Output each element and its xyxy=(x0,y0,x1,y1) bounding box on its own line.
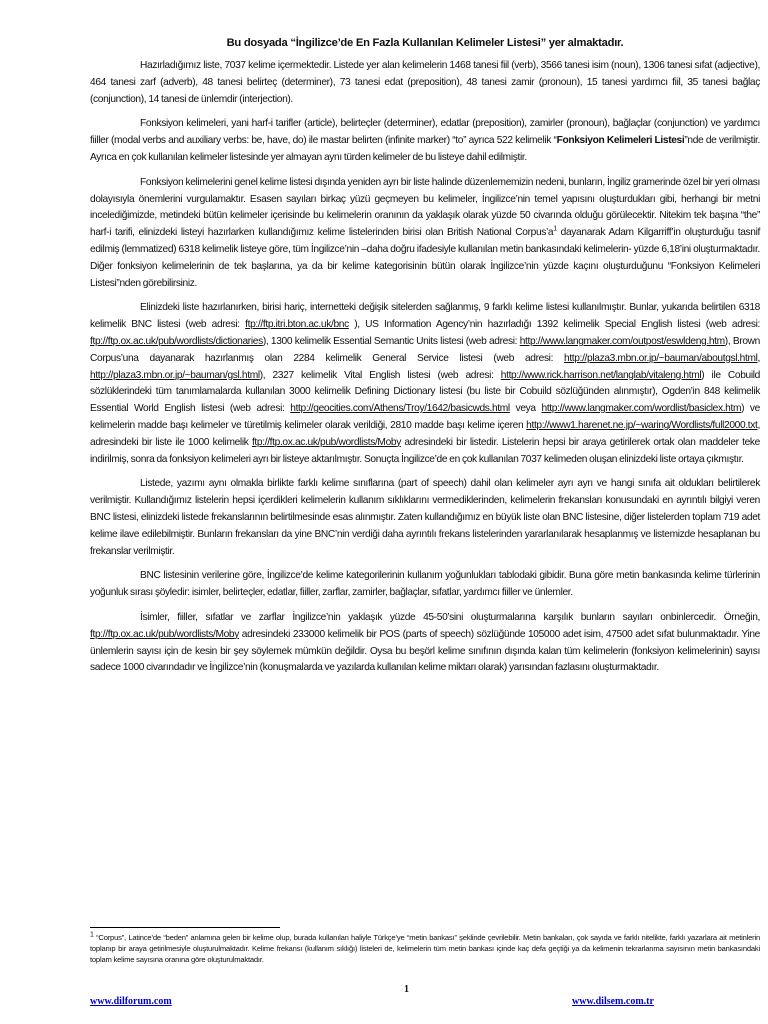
link-bnc[interactable]: ftp://ftp.itri.bton.ac.uk/bnc xyxy=(245,319,349,331)
page-number: 1 xyxy=(404,984,409,995)
footnote-marker[interactable]: 1 xyxy=(553,225,557,233)
paragraph-text: Fonksiyon kelimelerini genel kelime listesi dışında yeniden ayrı bir liste halinde düzenlememizin nedeni, bunların, İngiliz gramerinde özel bir yeri olması dolayısıyla önemlerini vurgulamaktır. Esasen sayıları birkaç yüzü geçmeyen bu kelimeler, İngilizce’nin temel yapısını oluşturdukları gibi, herhangi bir metni incelediğimizde, metindeki bütün kelimeler içerisinde bu kelimelerin oranının da yaklaşık olarak yüzde 50 civarında olduğu görülecektir. Nitekim tek başına “the” harf-i tarifi, elinizdeki listeyi hazırlarken kullandığımız kelime listelerinden birisi olan British National Corpus’a xyxy=(90,176,760,239)
link-full2000[interactable]: http://www1.harenet.ne.jp/~waring/Wordlists/full2000.txt xyxy=(526,419,758,431)
paragraph-text: ) ve kelimelerin madde başı kelimeler ve türetilmiş kelimeler olarak verildiği, 2810 madde başı kelime içeren xyxy=(90,403,760,431)
link-special-english[interactable]: ftp://ftp.ox.ac.uk/pub/wordlists/dictionaries xyxy=(90,335,263,347)
paragraph-function-words-reason xyxy=(90,175,760,293)
paragraph-text: Fonksiyon kelimeleri, yani harf-i tarifler (article), belirteçler (determiner), edatlar (preposition), zamirler (pronoun), bağlaçlar (conjunction) ve yardımcı fiiller (modal verbs and auxiliary verbs: be, have, do) ile mastar belirten (infinite marker) “to” ayrıca 522 kelimelik “ xyxy=(90,118,760,147)
paragraph-text: , xyxy=(757,352,760,364)
paragraph-content-words xyxy=(90,610,760,677)
footnote xyxy=(90,933,760,965)
paragraph-text: ”nde de verilmiştir. Ayrıca en çok kullanılan kelimeler listesinde yer almayan aynı türden kelimeler de bu listeye dahil edilmiştir. xyxy=(90,135,761,163)
link-basicwds[interactable]: http://geocities.com/Athens/Troy/1642/basicwds.html xyxy=(290,403,510,415)
paragraph-text: ), US Information Agency’nin hazırladığı 1392 kelimelik Special English listesi (web adresi: xyxy=(348,319,761,331)
paragraph-parts-of-speech xyxy=(90,476,760,560)
paragraph-word-counts xyxy=(90,58,760,108)
paragraph-text: ), 1300 kelimelik Essential Semantic Units listesi (web adresi: xyxy=(262,335,520,347)
paragraph-text: , adresindeki bir liste ile 1000 kelimelik xyxy=(90,419,760,448)
paragraph-text: İsimler, fiiller, sıfatlar ve zarflar İngilizce’nin yaklaşık yüzde 45-50’sini oluşturmalarına karşılık bunların sayıları onbinlercedir. Örneğin, xyxy=(140,611,760,623)
link-essential-semantic-units[interactable]: http://www.langmaker.com/outpost/eswldeng.htm xyxy=(519,335,725,347)
paragraph-text: Listede, yazımı aynı olmakla birlikte farklı kelime sınıflarına (part of speech) dahil olan kelimeler ayrı ayrı ve hangi sınıfa ait oldukları belirtilerek verilmiştir. Kullandığımız listelerin hepsi içerdikleri kelimelerin kullanım sıklıklarını vermediklerinden, kelimelerin frekansları konusundaki en ayrıntılı bilgiyi veren BNC listesi, elinizdeki listede frekanslarının belirtilmesinde esas alınmıştır. Zaten kullandığımız en büyük liste olan BNC listesine, diğer listelerden toplam 719 adet kelime ilave edilebilmiştir. Bunların frekansları da yine BNC’nin verdiği daha ayrıntılı frekans listelerinden yararlanılarak hesaplanmış ve listemizde hesaplanan bu frekanslar verilmiştir. xyxy=(90,478,760,557)
link-vital-english[interactable]: http://www.rick.harrison.net/langlab/vitaleng.html xyxy=(500,369,702,381)
document-body xyxy=(90,36,760,685)
paragraph-text: veya xyxy=(509,403,542,415)
paragraph-text: adresindeki 233000 kelimelik bir POS (parts of speech) sözlüğünde 105000 adet isim, 47500 adet sıfat bulunmaktadır. Yine ünlemlerin sayısı için de kesin bir şey söylemek mümkün değildir. Oysa bu beşörl kelime sınıfının dışında kalan tüm kelimelerin (fonksiyon kelimelerinin) sayısı sadece 1000 civarındadır ve İngilizce’nin (konuşmalarda ve yazılarda kullanılan kelime miktarı olarak) yarısından fazlasını oluşturmaktadır. xyxy=(90,628,760,674)
paragraph-text: Hazırladığımız liste, 7037 kelime içermektedir. Listede yer alan kelimelerin 1468 tanesi fiil (verb), 3566 tanesi isim (noun), 1306 tanesi sıfat (adjective), 464 tanesi zarf (adverb), 48 tanesi belirteç (determiner), 73 tanesi edat (preposition), 48 tanesi zamir (pronoun), 15 tanesi yardımcı fiil, 35 tanesi bağlaç (conjunction), 14 tanesi de ünlemdir (interjection). xyxy=(90,60,760,105)
footnote-divider xyxy=(90,927,280,928)
paragraph-text: dayanarak Adam Kilgarriff’in oluşturduğu tasnif edilmiş (lemmatized) 6318 kelimelik listeye göre, tüm İngilizce’nin –daha doğru ifadesiyle kullanılan metin bankasındaki kelimelerin- yüzde 6,18’ini oluşturmaktadır. Diğer fonksiyon kelimelerinin de tek başlarına, ya da bir kelime kategorisinin bütün olarak İngilizce’nin yüzde kaçını oluşturduğunu “Fonksiyon Kelimeleri Listesi”nden görebilirsiniz. xyxy=(90,227,760,289)
footer-link-dilsem[interactable]: www.dilsem.com.tr xyxy=(572,996,654,1007)
paragraph-text: BNC listesinin verilerine göre, İngilizce’de kelime kategorilerinin kullanım yoğunlukları tablodaki gibidir. Buna göre metin bankasında kelime türlerinin yoğunluk sırası şöyledir: isimler, belirteçler, edatlar, fiiller, zarflar, zamirler, bağlaçlar, sıfatlar, yardımcı fiiller ve ünlemler. xyxy=(90,570,760,599)
paragraph-text: ), Brown Corpus’una dayanarak hazırlanmış olan 2284 kelimelik General Service listesi (web adresi: xyxy=(90,335,760,364)
footer-link-dilforum[interactable]: www.dilforum.com xyxy=(90,996,172,1007)
footnote-number: 1 xyxy=(90,931,94,939)
paragraph-bnc-categories xyxy=(90,568,760,602)
paragraph-text: ) ile Cobuild sözlüklerindeki tüm tanımlamalarda kullanılan 3000 kelimelik Defining Dictionary listesi (bu liste bir Cobuild sözlüğünden alınmıştır), Ogden’in 848 kelimelik Essential World English listesi (web adresi: xyxy=(90,369,760,415)
paragraph-text: Elinizdeki liste hazırlanırken, birisi hariç, internetteki değişik sitelerden sağlanmış, 9 farklı kelime listesi kullanılmıştır. Bunlar, yukarıda belirtilen 6318 kelimelik BNC listesi (web adresi: xyxy=(90,302,760,331)
paragraph-text: ), 2327 kelimelik Vital English listesi (web adresi: xyxy=(259,369,501,381)
paragraph-function-words xyxy=(90,116,760,166)
link-moby[interactable]: ftp://ftp.ox.ac.uk/pub/wordlists/Moby xyxy=(251,436,401,448)
link-moby-pos[interactable]: ftp://ftp.ox.ac.uk/pub/wordlists/Moby xyxy=(90,628,239,640)
link-gsl[interactable]: http://plaza3.mbn.or.jp/~bauman/gsl.html xyxy=(90,369,260,381)
document-title: Bu dosyada “İngilizce’de En Fazla Kullanılan Kelimeler Listesi” yer almaktadır. xyxy=(226,37,624,49)
link-basiclex[interactable]: http://www.langmaker.com/wordlist/basiclex.htm xyxy=(541,403,742,415)
link-about-gsl[interactable]: http://plaza3.mbn.or.jp/~bauman/aboutgsl.html xyxy=(564,352,758,364)
function-words-list-name: Fonksiyon Kelimeleri Listesi xyxy=(556,135,685,147)
paragraph-text: adresindeki bir listedir. Listelerin hepsi bir araya getirilerek ortak olan maddeler teke indirilmiş, sonra da fonksiyon kelimeleri ayrı bir listeye aktarılmıştır. Sonuçta İngilizce’de en çok kullanılan 7037 kelimeden oluşan elinizdeki liste ortaya çıkmıştır. xyxy=(90,436,760,465)
footnote-text: “Corpus”, Latince’de “beden” anlamına gelen bir kelime olup, burada kullanılan haliyle Türkçe’ye “metin bankası” şeklinde çevrilebilir. Metin bankaları, çok sayıda ve farklı nitelikte, farklı yazarlara ait metinlerin toplanıp bir araya getirilmesiyle oluşturulmaktadır. Kelime frekansı (kullanım sıklığı) listeleri de, kelimelerin tüm metin bankası içinde kaç defa geçtiği ya da kelimenin tekrarlanma sayısının metin bankasındaki toplam kelime sayısına oranına göre oluşturulmaktadır. xyxy=(90,933,760,964)
paragraph-sources xyxy=(90,300,760,468)
